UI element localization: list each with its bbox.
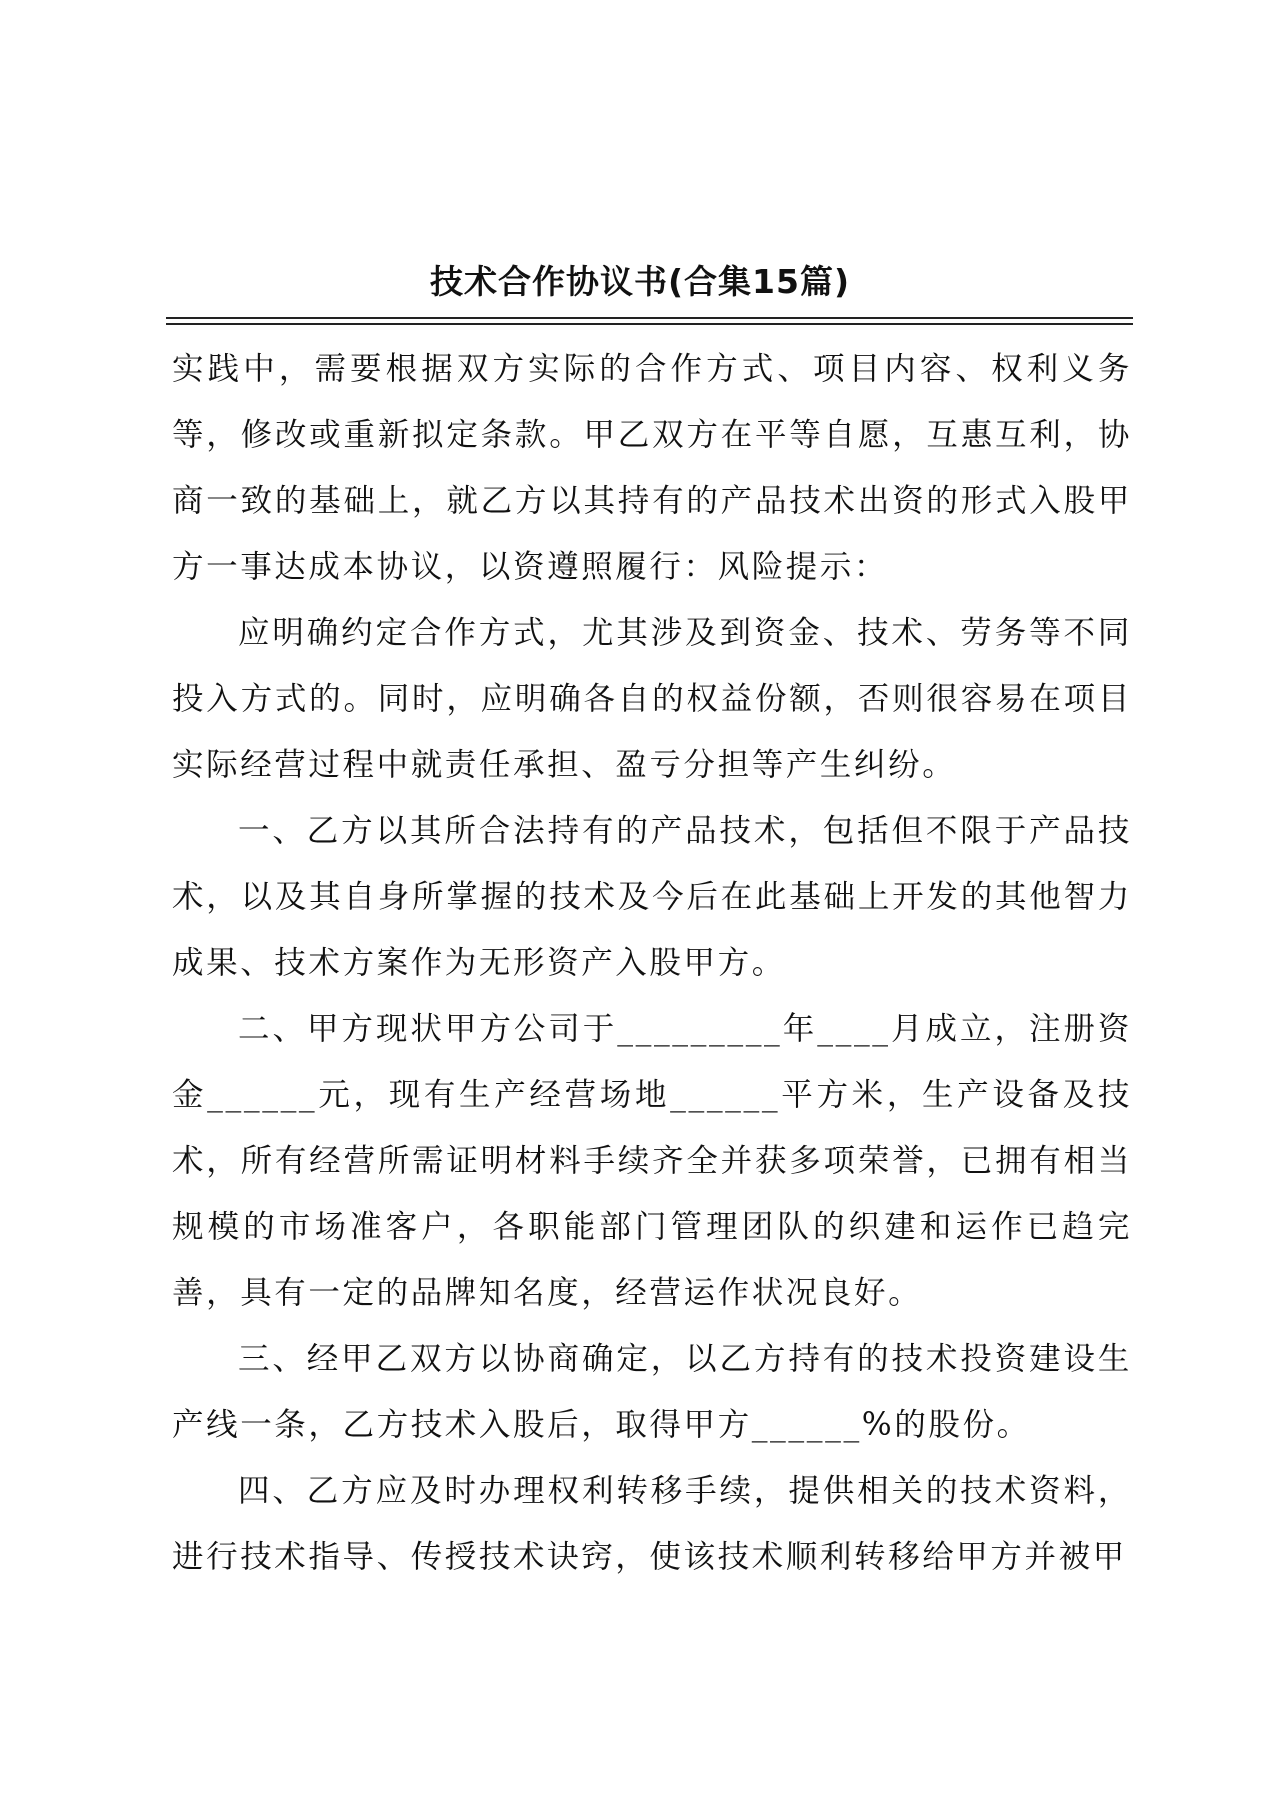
paragraph-risk-note: 应明确约定合作方式，尤其涉及到资金、技术、劳务等不同投入方式的。同时，应明确各自的权益份额，否则很容易在项目实际经营过程中就责任承担、盈亏分担等产生纠纷。 bbox=[172, 615, 1132, 783]
paragraph-clause-4: 四、乙方应及时办理权利转移手续，提供相关的技术资料，进行技术指导、传授技术诀窍，使该技术顺利转移给甲方并被甲 bbox=[172, 1473, 1132, 1575]
paragraph-clause-1: 一、乙方以其所合法持有的产品技术，包括但不限于产品技术，以及其自身所掌握的技术及今后在此基础上开发的其他智力成果、技术方案作为无形资产入股甲方。 bbox=[172, 813, 1132, 981]
paragraph-clause-2: 二、甲方现状甲方公司于_________年____月成立，注册资金______元，现有生产经营场地______平方米，生产设备及技术，所有经营所需证明材料手续齐全并获多项荣誉，已拥有相当规模的市场准客户，各职能部门管理团队的织建和运作已趋完善，具有一定的品牌知名度，经营运作状况良好。 bbox=[172, 1011, 1132, 1311]
paragraph-intro: 实践中，需要根据双方实际的合作方式、项目内容、权利义务等，修改或重新拟定条款。甲乙双方在平等自愿，互惠互利，协商一致的基础上，就乙方以其持有的产品技术出资的形式入股甲方一事达成本协议，以资遵照履行：风险提示： bbox=[172, 351, 1132, 585]
title-divider-top bbox=[166, 317, 1133, 319]
paragraph-clause-3: 三、经甲乙双方以协商确定，以乙方持有的技术投资建设生产线一条，乙方技术入股后，取得甲方______%的股份。 bbox=[172, 1341, 1132, 1443]
document-title: 技术合作协议书(合集15篇) bbox=[429, 262, 851, 301]
title-divider-bottom bbox=[166, 323, 1133, 325]
document-body bbox=[172, 336, 1132, 1590]
